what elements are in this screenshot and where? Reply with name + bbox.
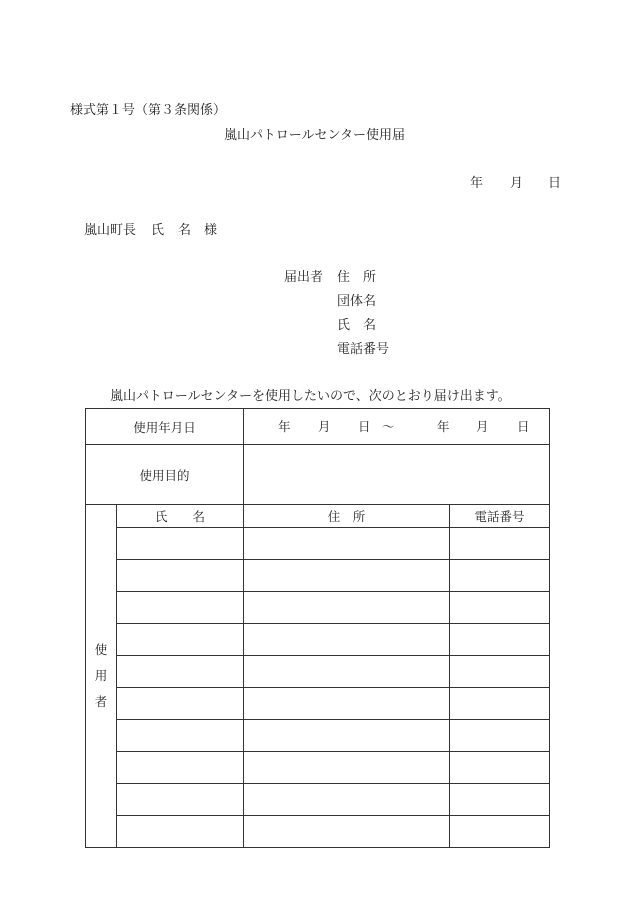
user-phone-cell[interactable]	[450, 688, 550, 720]
user-phone-cell[interactable]	[450, 720, 550, 752]
user-address-cell[interactable]	[244, 528, 450, 560]
applicant-address-label-1: 住	[337, 270, 351, 285]
user-row	[86, 784, 550, 816]
user-phone-cell[interactable]	[450, 816, 550, 848]
col-header-address	[244, 505, 450, 528]
col-header-name-2: 名	[192, 509, 206, 524]
user-name-cell[interactable]	[117, 560, 244, 592]
statement: 嵐山パトロールセンターを使用したいので、次のとおり届け出ます。	[110, 389, 511, 404]
purpose-label: 使用目的	[86, 445, 244, 505]
user-row	[86, 720, 550, 752]
user-row	[86, 528, 550, 560]
user-name-cell[interactable]	[117, 656, 244, 688]
usage-date-day-2: 日	[517, 419, 530, 434]
col-header-phone: 電話番号	[450, 505, 550, 528]
addressee-honorific: 様	[204, 223, 218, 238]
user-row	[86, 816, 550, 848]
date-year-label: 年	[470, 176, 484, 191]
user-phone-cell[interactable]	[450, 656, 550, 688]
user-row	[86, 624, 550, 656]
col-header-address-2: 所	[352, 509, 366, 524]
user-name-cell[interactable]	[117, 688, 244, 720]
applicant-label: 届出者	[284, 270, 324, 285]
user-row	[86, 688, 550, 720]
user-name-cell[interactable]	[117, 752, 244, 784]
user-address-cell[interactable]	[244, 656, 450, 688]
user-name-cell[interactable]	[117, 624, 244, 656]
usage-date-field[interactable]	[244, 409, 550, 445]
user-name-cell[interactable]	[117, 816, 244, 848]
form-title: 嵐山パトロールセンター使用届	[224, 128, 405, 143]
applicant-phone-label: 電話番号	[337, 342, 390, 357]
user-name-cell[interactable]	[117, 784, 244, 816]
addressee-name-part1: 氏	[151, 223, 165, 238]
user-row	[86, 752, 550, 784]
users-label	[86, 505, 117, 848]
usage-date-year-1: 年	[278, 419, 291, 434]
user-address-cell[interactable]	[244, 688, 450, 720]
applicant-address-label-2: 所	[363, 270, 377, 285]
addressee-name-part2: 名	[178, 223, 192, 238]
users-label-char-2: 用	[94, 668, 108, 683]
usage-date-month-1: 月	[318, 419, 331, 434]
user-row	[86, 560, 550, 592]
applicant-group-label: 団体名	[337, 294, 377, 309]
date-day-label: 日	[548, 176, 562, 191]
users-label-char-3: 者	[94, 694, 108, 709]
user-row	[86, 656, 550, 688]
usage-date-tilde: ～	[382, 419, 395, 434]
user-name-cell[interactable]	[117, 528, 244, 560]
usage-date-row	[86, 409, 550, 445]
col-header-address-1: 住	[327, 509, 341, 524]
user-address-cell[interactable]	[244, 816, 450, 848]
usage-date-label: 使用年月日	[86, 409, 244, 445]
form-number: 様式第１号（第３条関係）	[70, 103, 227, 118]
user-phone-cell[interactable]	[450, 528, 550, 560]
purpose-row	[86, 445, 550, 505]
user-address-cell[interactable]	[244, 752, 450, 784]
purpose-field[interactable]	[244, 445, 550, 505]
user-address-cell[interactable]	[244, 720, 450, 752]
users-label-char-1: 使	[94, 642, 108, 657]
applicant-name-label-1: 氏	[337, 318, 351, 333]
user-address-cell[interactable]	[244, 624, 450, 656]
user-phone-cell[interactable]	[450, 624, 550, 656]
user-phone-cell[interactable]	[450, 752, 550, 784]
addressee-office: 嵐山町長	[84, 223, 137, 238]
user-address-cell[interactable]	[244, 784, 450, 816]
user-phone-cell[interactable]	[450, 784, 550, 816]
user-name-cell[interactable]	[117, 720, 244, 752]
date-month-label: 月	[510, 176, 524, 191]
col-header-name-1: 氏	[154, 509, 168, 524]
usage-date-day-1: 日	[358, 419, 371, 434]
usage-date-month-2: 月	[476, 419, 489, 434]
usage-date-year-2: 年	[437, 419, 450, 434]
user-row	[86, 592, 550, 624]
users-header-row	[86, 505, 550, 528]
user-phone-cell[interactable]	[450, 560, 550, 592]
user-phone-cell[interactable]	[450, 592, 550, 624]
user-address-cell[interactable]	[244, 560, 450, 592]
col-header-name	[117, 505, 244, 528]
user-address-cell[interactable]	[244, 592, 450, 624]
usage-form-table	[85, 408, 550, 848]
user-name-cell[interactable]	[117, 592, 244, 624]
applicant-name-label-2: 名	[363, 318, 377, 333]
